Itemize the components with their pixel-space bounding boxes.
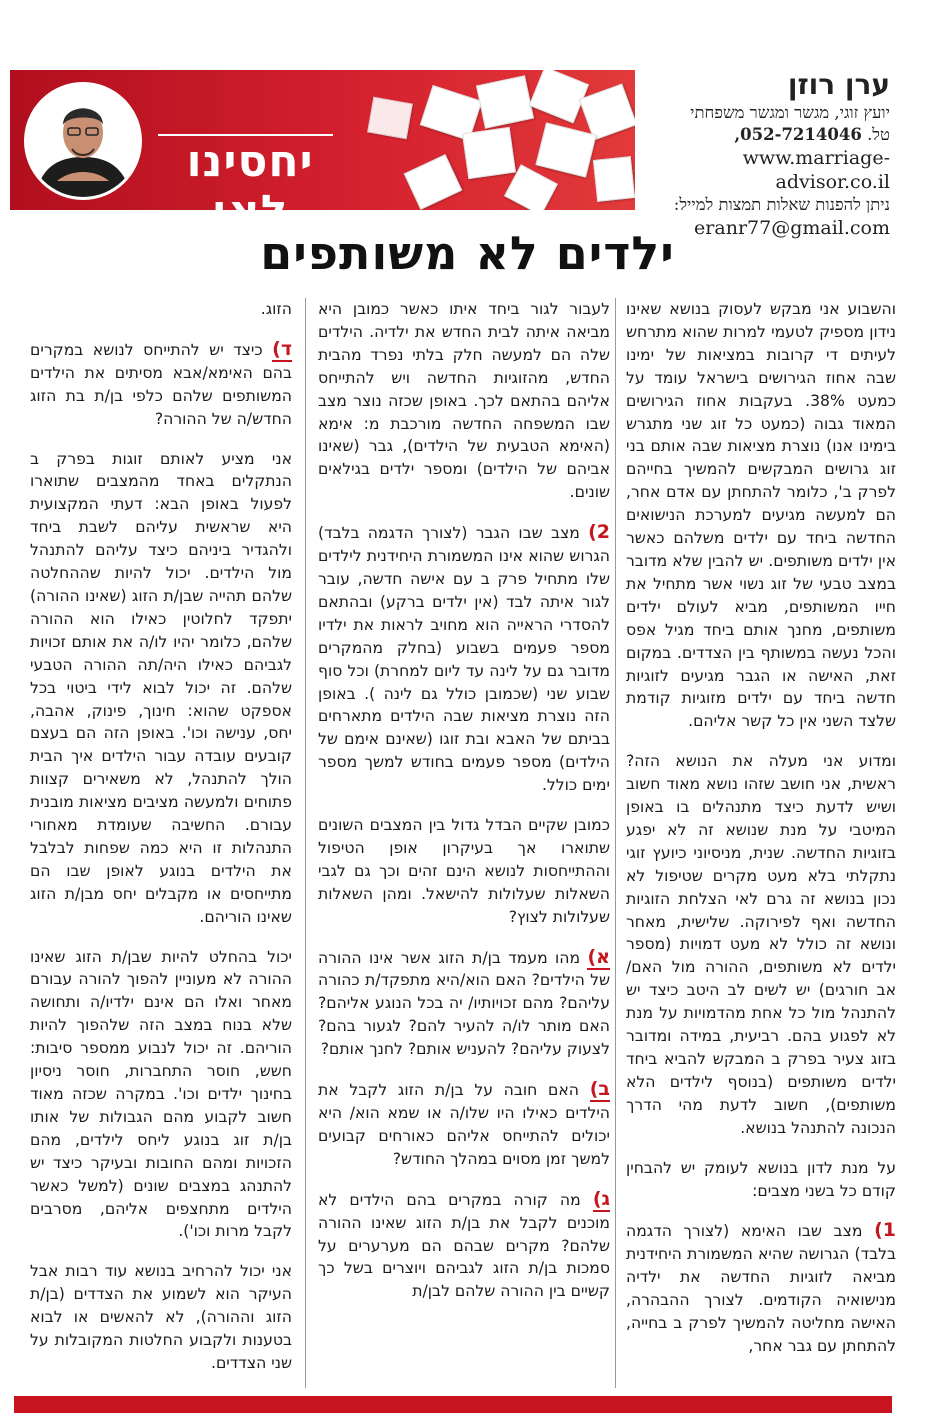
paper-sheet-decoration: [476, 75, 534, 128]
column-divider: [615, 298, 616, 1388]
column-title: יחסינו לאן: [186, 136, 314, 237]
question-c: [318, 1188, 610, 1304]
article-column-3: [30, 298, 292, 1388]
paragraph: אני מציע לאותם זוגות בפרק ב הנתקלים באחד מהמצבים שתוארו לפעול באופן הבא: דעתי המקצועית היא שראשית עליהם לשבת ביחד ולהגדיר ביניהם כיצד עליהם להתנהל מול הילדים. יכול להיות שההחלטה שלהם תהייה שבן/ת הזוג (שאינו ההורה) יתפקד לחלוטין כאילו הוא ההורה שלהם, כלומר יהיו לו/ה את אותם זכויות לגביהם כאילו היה/תה ההורה הטבעי שלהם. זה יכול לבוא לידי ביטוי בכל אספקט שהוא: חינוך, פינוק, אהבה, יחס, ענישה וכו'. באופן הזה הם בעצם קובעים עובדה עבור הילדים איך הבית הולך להתנהל, לא משאירים קצוות פתוחים ולמעשה מציבים מציאות מובנית עבורם. החשיבה שעומדת מאחורי התנהלות זו היא כמה שפחות לבלבל את הילדים בנוגע לאופן שבו הם מתייחסים או מקבלים יחס מבן/ת הזוג שאינו הוריהם.: [30, 449, 292, 926]
paragraph: על מנת לדון בנושא לעומק יש להבחין קודם כל בשני מצבים:: [626, 1158, 896, 1200]
author-name: ערן רוזן: [787, 68, 890, 101]
paragraph: [626, 1219, 896, 1357]
question-marker: א): [587, 945, 610, 968]
question-a: [318, 946, 610, 1062]
author-website: www.marriage-advisor.co.il: [742, 147, 890, 193]
question-text: כיצד יש להתייחס לנושא במקרים בהם האימא/אבא מסיתים את הילדים המשותפים שלהם כלפי בן/ת בת הזוג החדש/ה של ההורה?: [30, 340, 292, 428]
article-column-2: [318, 298, 610, 1388]
phone-prefix: טל.: [867, 125, 890, 144]
question-marker: ג): [592, 1187, 610, 1210]
question-b: [318, 1078, 610, 1171]
email-note: ניתן להפנות שאלות תמצות למייל:: [673, 195, 890, 214]
case-number-marker: 2): [588, 521, 610, 544]
paragraph: והשבוע אני מבקש לעסוק בנושא שאינו נידון מספיק לטעמי למרות שהוא מתרחש לעיתים די קרובות במציאות של ימינו שבה אחוז הגירושים בישראל עומד על כמעט 38%. בעקבות אחוז הגירושים המאוד גבוה (כמעט כל זוג שני מתגרש בימינו אנו) נוצרת מציאות שבה אותם בני זוג גרושים המבקשים להמשיך בחייהם לפרק ב', כלומר להתחתן עם אדם אחר, הם למעשה מגיעים למערכת הנישואים החדשה ביחד עם ילדים משלהם כאשר אין ילדים משותפים. יש להבין שלא מדובר במצב טבעי של זוג נשוי אשר מתחיל את חייו המשותפים, מביא לעולם ילדים משותפים, מחנך אותם ביחד מגיל אפס והכל נעשה במשותף בין הצדדים. במקום זאת, האישה או הגבר מגיעים לזוגיות חדשה ביחד עם ילדים מזוגיות קודמת שלצד השני אין כל קשר אליהם.: [626, 300, 896, 731]
article-headline: ילדים לא משותפים: [260, 226, 675, 280]
paragraph: לעבור לגור ביחד איתו כאשר כמובן היא מביאה איתה לבית החדש את ילדיה. הילדים שלה הם למעשה חלק בלתי נפרד מהבית החדש, מהזוגיות החדשה ויש להתייחס אליהם בהתאם לכך. באופן שכזה נוצר מצב שבו המשפחה החדשה מורכבת מ: אימא (האימא הטבעית של הילדים), גבר (שאינו אביהם של הילדים) ומספר ילדים בגילאים שונים.: [318, 300, 610, 502]
paragraph: יכול בהחלט להיות שבן/ת הזוג שאינו ההורה לא מעוניין להפוך להורה עבורם מאחר ואלו הם אינם ילדיו/ה ותחושה שלא בנוח במצב הזה שלהפוך להיות הוריהם. זה יכול לנבוע ממספר סיבות: חשש, חוסר התחברות, חוסר ניסיון בחינוך ילדים וכו'. במקרה שכזה מאוד חשוב לקבוע מהם הגבולות של אותו בן/ת זוג בנוגע ליחס לילדים, מהם הזכויות ומהם החובות ובעיקר כיצד יש להתנהג במצבים שונים (למשל כאשר הילדים מתחצפים אליהם, מסרבים לקבל מרות וכו').: [30, 947, 292, 1241]
paper-sheet-decoration: [367, 97, 413, 139]
paragraph: [318, 521, 610, 797]
author-photo: [24, 82, 142, 200]
author-box: [640, 68, 890, 240]
author-phone: 052-7214046,: [734, 125, 862, 144]
paper-sheet-decoration: [593, 156, 635, 202]
paper-sheet-decoration: [462, 127, 516, 179]
article-column-1: [626, 298, 896, 1388]
paper-sheet-decoration: [535, 122, 596, 177]
paragraph-text: מצב שבו הגבר (לצורך הדגמה בלבד) הגרוש שהוא אינו המשמורת היחידנית לילדים שלו מתחיל פרק ב עם אישה חדשה, עובר לגור איתה לבד (אין ילדים ברקע) ובהתאם להסדרי הראייה הוא מחויב לראות את ילדיו מספר פעמים בשבוע (בחלק מהמקרים מדובר גם על לינה עד ליום למחרת) וכל סוף שבוע שני (שכמובן כולל גם לינה ). באופן הזה נוצרת מציאות שבה הילדים מתארחים בביתם של האבא ובת זוגו (שאינם אימם של הילדים) מספר פעמים בחודש למשך מספר ימים כולל.: [318, 524, 610, 795]
author-email: eranr77@gmail.com: [694, 217, 890, 239]
author-portrait-image: [27, 85, 139, 197]
paragraph: הזוג.: [260, 300, 292, 318]
paper-sheet-decoration: [404, 154, 463, 210]
paper-sheet-decoration: [529, 70, 589, 123]
author-role: יועץ זוגי, מגשר ומגשר משפחתי: [690, 103, 890, 122]
paragraph-text: מצב שבו האימא (לצורך הדגמה בלבד) הגרושה שהיא המשמורת היחידנית מביאה לזוגיות החדשה את ילדיה מנישואיה הקודמים. לצורך ההבהרה, האישה מחליטה להמשיך לפרק ב בחייה, להתחתן עם גבר אחר,: [626, 1222, 896, 1355]
paragraph: ומדוע אני מעלה את הנושא הזה? ראשית, אני חושב שזהו נושא מאוד חשוב ושיש לדעת כיצד מתנהלים בו באופן המיטבי על מנת שנושא זה לא יפגע בזוגיות החדשה. שנית, מניסיוני כיועץ זוגי נתקלתי בלא מעט מקרים שטיפול לא נכון בנושא זה גרם לאי הצלחת הזוגיות החדשה ואף לפירוקה. שלישית, מאחר ונושא זה כולל לא מעט דמויות (מספר ילדים לא משותפים, ההורה מול האם/ אב חורגים) יש לשים לב היטב כיצד יש להתנהל מול כל אחת מהדמויות על מנת לא לפגוע בהם. רביעית, במידה ומדובר בזוג צעיר בפרק ב המבקש להביא ביחד ילדים משותפים (בנוסף לילדים הלא משותפים), חשוב לדעת מהי הדרך הנכונה להתנהל בנושא.: [626, 752, 896, 1137]
paragraph: כמובן שקיים הבדל גדול בין המצבים השונים שתוארו אך בעיקרון אופן הטיפול וההתייחסות לנושא הינם זהים וכך גם לגבי השאלות שעלולות להישאל. ומהן השאלות שעלולות לצוץ?: [318, 816, 610, 926]
question-d: [30, 338, 292, 431]
question-marker: ד): [272, 337, 292, 360]
paragraph: אני יכול להרחיב בנושא עוד רבות אבל העיקר הוא לשמוע את הצדדים (בן/ת הזוג וההורה), לא להאשים או לבוא בטענות ולקבוע החלטות המקובלות על שני הצדדים.: [30, 1262, 292, 1372]
question-text: האם חובה על בן/ת הזוג לקבל את הילדים כאילו היו שלו/ה או שמא הוא/ היא יכולים להתייחס אליהם כאורחים קבועים למשך זמן מסוים במהלך החודש?: [318, 1081, 610, 1168]
author-phone-line: [640, 124, 890, 146]
question-text: מהו מעמד בן/ת הזוג אשר אינו ההורה של הילדים? האם הוא/היא מתפקד/ת כהורה עליהם? מהם זכויותיו/ יה בכל הנוגע אליהם? האם מותר לו/ה להעיר להם? לגעור בהם? לצעוק עליהם? להעניש אותם? לחנך אותם?: [318, 948, 610, 1059]
column-divider: [305, 298, 306, 1388]
question-marker: ב): [589, 1078, 610, 1101]
footer-bar: [14, 1396, 892, 1413]
question-text: מה קורה במקרים בהם הילדים לא מוכנים לקבל את בן/ת הזוג שאינו ההורה שלהם? מקרים שבהם הם מערערים על סמכות בן/ת הזוג לגביהם ויוצרים בשל כך קשיים בין ההורה שלהם לבן/ת: [318, 1190, 610, 1301]
case-number-marker: 1): [874, 1219, 896, 1242]
